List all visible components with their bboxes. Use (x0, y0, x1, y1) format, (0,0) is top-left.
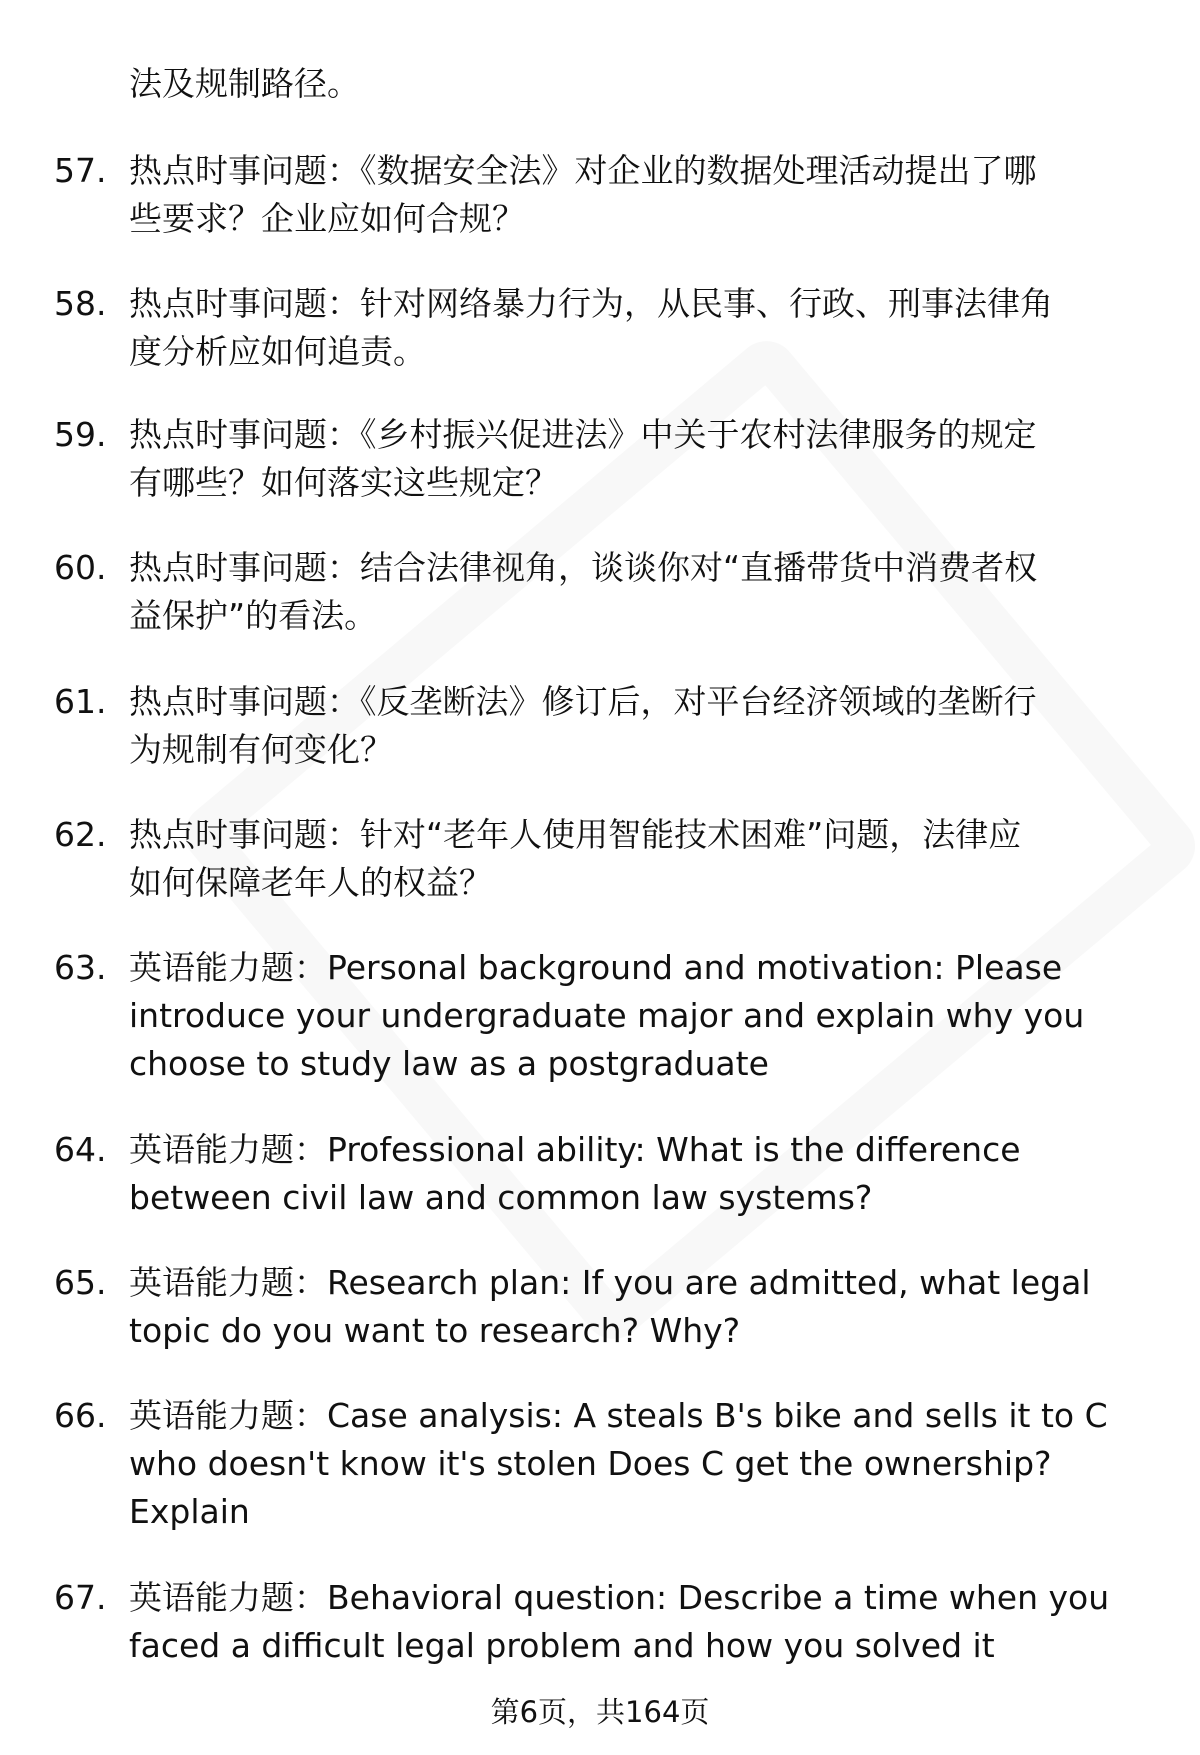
question-text-line: 热点时事问题：《数据安全法》对企业的数据处理活动提出了哪 (129, 151, 1037, 190)
text-line: 法及规制路径。 (129, 64, 360, 103)
question-text-line: 英语能力题：Professional ability: What is the difference (129, 1130, 1021, 1169)
question-number: 66. (54, 1396, 107, 1435)
question-number: 62. (54, 815, 107, 854)
question-text-line: choose to study law as a postgraduate (129, 1044, 769, 1083)
question-text-line: topic do you want to research? Why? (129, 1311, 741, 1350)
question-text-line: 有哪些？如何落实这些规定？ (129, 463, 558, 502)
question-number: 57. (54, 151, 107, 190)
question-text-line: 热点时事问题：《乡村振兴促进法》中关于农村法律服务的规定 (129, 415, 1037, 454)
question-number: 63. (54, 948, 107, 987)
question-number: 65. (54, 1263, 107, 1302)
question-text-line: 些要求？企业应如何合规？ (129, 199, 525, 238)
question-number: 60. (54, 548, 107, 587)
question-text-line: who doesn't know it's stolen Does C get the ownership? (129, 1444, 1052, 1483)
question-text-line: 热点时事问题：《反垄断法》修订后，对平台经济领域的垄断行 (129, 682, 1037, 721)
question-text-line: between civil law and common law systems? (129, 1178, 873, 1217)
question-text-line: 英语能力题：Case analysis: A steals B's bike and sells it to C (129, 1396, 1108, 1435)
question-text-line: 益保护”的看法。 (129, 596, 378, 635)
question-text-line: 热点时事问题：针对网络暴力行为，从民事、行政、刑事法律角 (129, 284, 1053, 323)
question-text-line: 如何保障老年人的权益？ (129, 863, 492, 902)
question-text-line: 热点时事问题：针对“老年人使用智能技术困难”问题，法律应 (129, 815, 1022, 854)
question-text-line: introduce your undergraduate major and explain why you (129, 996, 1085, 1035)
question-text-line: 英语能力题：Behavioral question: Describe a time when you (129, 1578, 1110, 1617)
question-text-line: 英语能力题：Personal background and motivation: Please (129, 948, 1063, 987)
page-number: 第6页，共164页 (490, 1695, 710, 1729)
question-number: 58. (54, 284, 107, 323)
question-number: 61. (54, 682, 107, 721)
question-number: 59. (54, 415, 107, 454)
question-text-line: Explain (129, 1492, 250, 1531)
question-text-line: 度分析应如何追责。 (129, 332, 426, 371)
question-number: 67. (54, 1578, 107, 1617)
question-number: 64. (54, 1130, 107, 1169)
question-text-line: 为规制有何变化？ (129, 730, 393, 769)
question-text-line: 热点时事问题：结合法律视角，谈谈你对“直播带货中消费者权 (129, 548, 1038, 587)
question-text-line: faced a difficult legal problem and how you solved it (129, 1626, 995, 1665)
question-text-line: 英语能力题：Research plan: If you are admitted, what legal (129, 1263, 1091, 1302)
